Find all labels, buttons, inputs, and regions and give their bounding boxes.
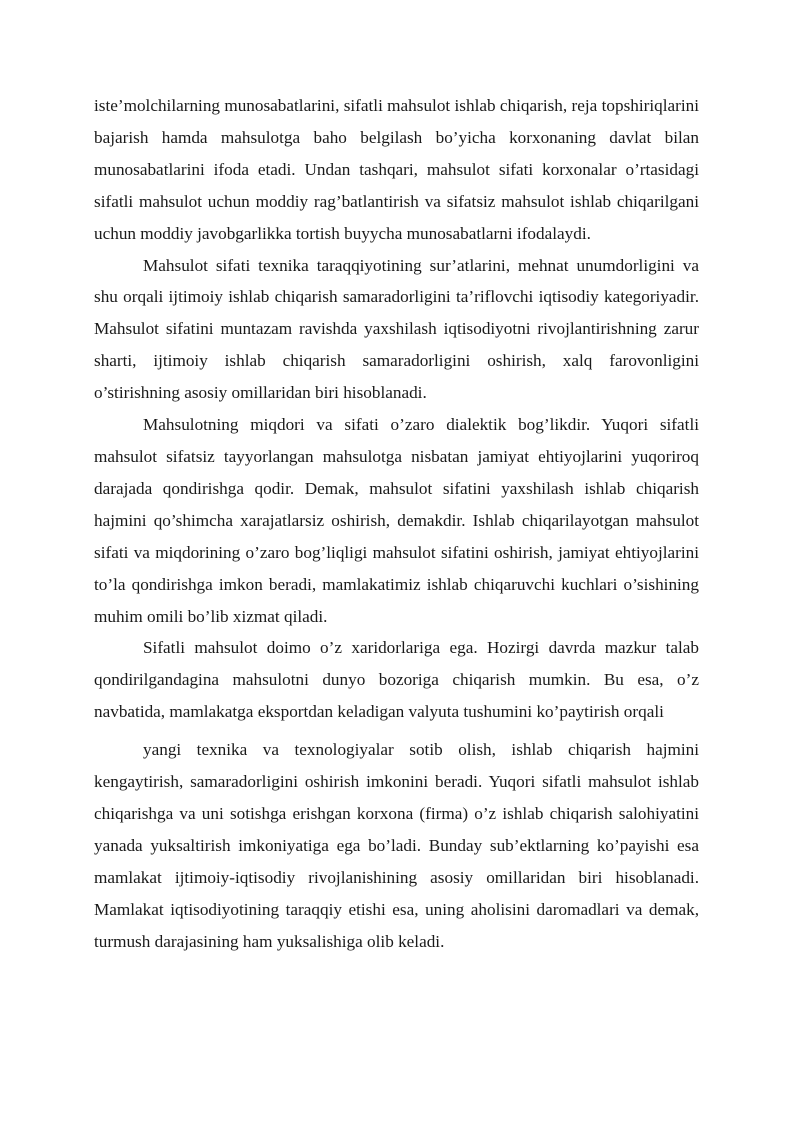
document-page bbox=[94, 90, 699, 957]
paragraph-quantity-quality-dialectic: Mahsulotning miqdori va sifati o’zaro dialektik bog’likdir. Yuqori sifatli mahsulot sifatsiz tayyorlangan mahsulotga nisbatan jamiyat ehtiyojlarini yuqoriroq darajada qondirishga qodir. Demak, mahsulot sifatini yaxshilash ishlab chiqarish hajmini qo’shimcha xarajatlarsiz oshirish, demakdir. Ishlab chiqarilayotgan mahsulot sifati va miqdorining o’zaro bog’liqligi mahsulot sifatini oshirish, jamiyat ehtiyojlarini to’la qondirishga imkon beradi, mamlakatimiz ishlab chiqaruvchi kuchlari o’sishining muhim omili bo’lib xizmat qiladi. bbox=[94, 415, 699, 626]
paragraph-quality-economic-category: Mahsulot sifati texnika taraqqiyotining sur’atlarini, mehnat unumdorligini va shu orqali ijtimoiy ishlab chiqarish samaradorligini ta’riflovchi iqtisodiy kategoriyadir. Mahsulot sifatini muntazam ravishda yaxshilash iqtisodiyotni rivojlantirishning zarur sharti, ijtimoiy ishlab chiqarish samaradorligini oshirish, xalq farovonligini o’stirishning asosiy omillaridan biri hisoblanadi. bbox=[94, 255, 699, 403]
paragraph-consumer-relations: iste’molchilarning munosabatlarini, sifatli mahsulot ishlab chiqarish, reja topshiriqlarini bajarish hamda mahsulotga baho belgilash bo’yicha korxonaning davlat bilan munosabatlarini ifoda etadi. Undan tashqari, mahsulot sifati korxonalar o’rtasidagi sifatli mahsulot uchun moddiy rag’batlantirish va sifatsiz mahsulot ishlab chiqarilgani uchun moddiy javobgarlikka tortish buyycha munosabatlarni ifodalaydi. bbox=[94, 96, 699, 243]
paragraph-world-market: Sifatli mahsulot doimo o’z xaridorlariga ega. Hozirgi davrda mazkur talab qondirilgandagina mahsulotni dunyo bozoriga chiqarish mumkin. Bu esa, o’z navbatida, mamlakatga eksportdan keladigan valyuta tushumini ko’paytirish orqali bbox=[94, 638, 699, 722]
paragraph-new-technology: yangi texnika va texnologiyalar sotib olish, ishlab chiqarish hajmini kengaytirish, samaradorligini oshirish imkonini beradi. Yuqori sifatli mahsulot ishlab chiqarishga va uni sotishga erishgan korxona (firma) o’z ishlab chiqarish salohiyatini yanada yuksaltirish imkoniyatiga ega bo’ladi. Bunday sub’ektlarning ko’payishi esa mamlakat ijtimoiy-iqtisodiy rivojlanishining asosiy omillaridan biri hisoblanadi. Mamlakat iqtisodiyotining taraqqiy etishi esa, uning aholisini daromadlari va demak, turmush darajasining ham yuksalishiga olib keladi. bbox=[94, 740, 699, 951]
